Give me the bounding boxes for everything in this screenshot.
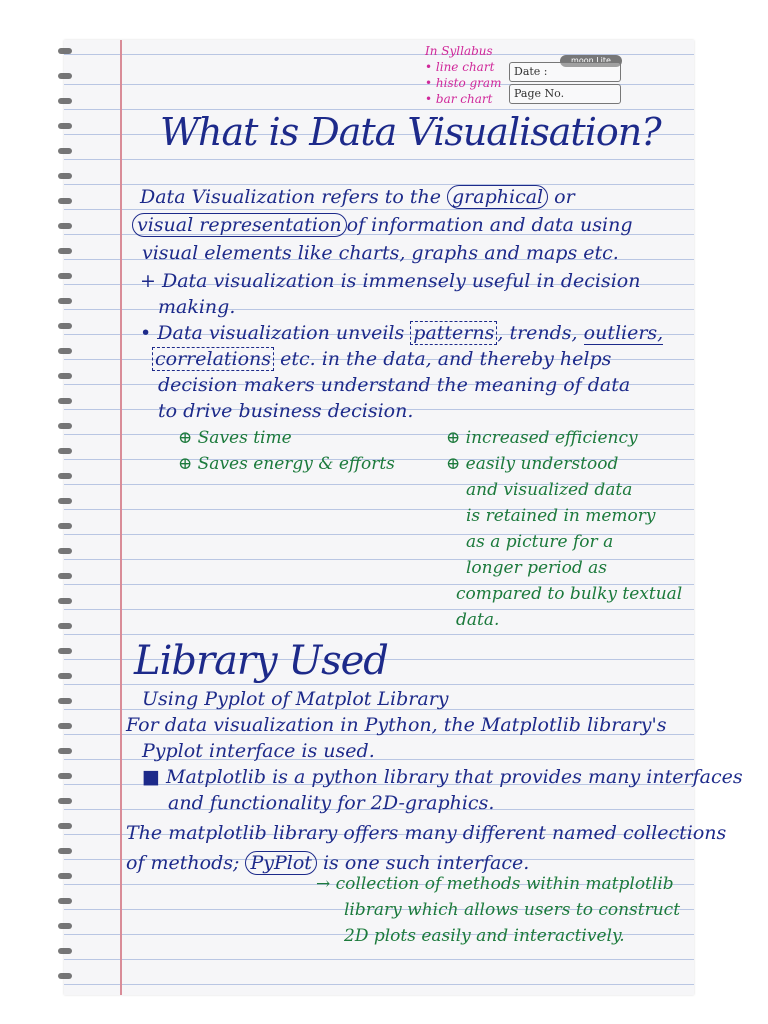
spiral-ring (58, 648, 72, 654)
spiral-ring (58, 198, 72, 204)
bullet-line: and functionality for 2D-graphics. (168, 792, 495, 814)
benefit-note-line: as a picture for a (466, 532, 614, 552)
section-title-library-used: Library Used (134, 638, 388, 684)
spiral-ring (58, 323, 72, 329)
spiral-ring (58, 48, 72, 54)
paragraph-line: Pyplot interface is used. (142, 740, 375, 762)
spiral-ring (58, 898, 72, 904)
spiral-ring (58, 723, 72, 729)
benefit-item: ⊕ Saves energy & efforts (178, 454, 395, 474)
spiral-ring (58, 123, 72, 129)
spiral-ring (58, 173, 72, 179)
note-line: → collection of methods within matplotlib (316, 874, 674, 894)
spiral-binding (58, 40, 74, 995)
benefit-item: ⊕ Saves time (178, 428, 292, 448)
spiral-ring (58, 973, 72, 979)
paragraph-line: visual elements like charts, graphs and maps etc. (142, 242, 619, 264)
benefit-note-line: longer period as (466, 558, 607, 578)
spiral-ring (58, 273, 72, 279)
spiral-ring (58, 348, 72, 354)
spiral-ring (58, 248, 72, 254)
spiral-ring (58, 673, 72, 679)
note-line: library which allows users to construct (344, 900, 681, 920)
syllabus-title: In Syllabus (425, 44, 493, 58)
spiral-ring (58, 298, 72, 304)
spiral-ring (58, 473, 72, 479)
bullet-line: ■ Matplotlib is a python library that provides many interfaces (142, 766, 743, 788)
benefit-note-line: and visualized data (466, 480, 633, 500)
spiral-ring (58, 923, 72, 929)
syllabus-item: • histo gram (425, 76, 502, 90)
syllabus-item: • bar chart (425, 92, 493, 106)
circled-phrase: visual representation (132, 213, 347, 237)
paragraph-line: Data Visualization refers to the graphical or (140, 186, 575, 208)
spiral-ring (58, 523, 72, 529)
spiral-ring (58, 498, 72, 504)
syllabus-item: • line chart (425, 60, 495, 74)
bullet-line: decision makers understand the meaning of data (158, 374, 631, 396)
spiral-ring (58, 873, 72, 879)
arrow-icon: → (316, 874, 331, 894)
note-line: 2D plots easily and interactively. (344, 926, 625, 946)
circled-word: PyPlot (245, 851, 316, 875)
spiral-ring (58, 773, 72, 779)
section-title-what-is-data-visualisation: What is Data Visualisation? (160, 110, 661, 154)
spiral-ring (58, 598, 72, 604)
spiral-ring (58, 223, 72, 229)
spiral-ring (58, 823, 72, 829)
spiral-ring (58, 548, 72, 554)
paragraph-line: Using Pyplot of Matplot Library (142, 688, 449, 710)
spiral-ring (58, 98, 72, 104)
date-field: Date : (509, 62, 621, 82)
paragraph-line: For data visualization in Python, the Matplotlib library's (126, 714, 667, 736)
spiral-ring (58, 423, 72, 429)
bullet-line: • Data visualization unveils patterns , trends, outliers, (140, 322, 664, 344)
spiral-ring (58, 623, 72, 629)
paragraph-line: The matplotlib library offers many different named collections (126, 822, 727, 844)
bullet-line: + Data visualization is immensely useful in decision (140, 270, 641, 292)
circled-word: graphical (447, 185, 548, 209)
spiral-ring (58, 573, 72, 579)
brand-logo: moon Lite (560, 55, 622, 67)
spiral-ring (58, 848, 72, 854)
spiral-ring (58, 373, 72, 379)
spiral-ring (58, 448, 72, 454)
paragraph-line: of methods; PyPlot is one such interface. (126, 852, 530, 874)
bullet-line: to drive business decision. (158, 400, 414, 422)
bullet-line: making. (158, 296, 236, 318)
spiral-ring (58, 948, 72, 954)
paragraph-line: visual representation of information and data using (132, 214, 633, 236)
spiral-ring (58, 748, 72, 754)
spiral-ring (58, 148, 72, 154)
spiral-ring (58, 73, 72, 79)
benefit-note-line: is retained in memory (466, 506, 656, 526)
benefit-item: ⊕ increased efficiency (446, 428, 638, 448)
spiral-ring (58, 398, 72, 404)
bullet-line: correlations etc. in the data, and thereby helps (152, 348, 611, 370)
page-no-field: Page No. (509, 84, 621, 104)
benefit-item: ⊕ easily understood (446, 454, 619, 474)
spiral-ring (58, 698, 72, 704)
benefit-note-line: compared to bulky textual (456, 584, 683, 604)
margin-line (120, 40, 122, 995)
benefit-note-line: data. (456, 610, 500, 630)
spiral-ring (58, 798, 72, 804)
